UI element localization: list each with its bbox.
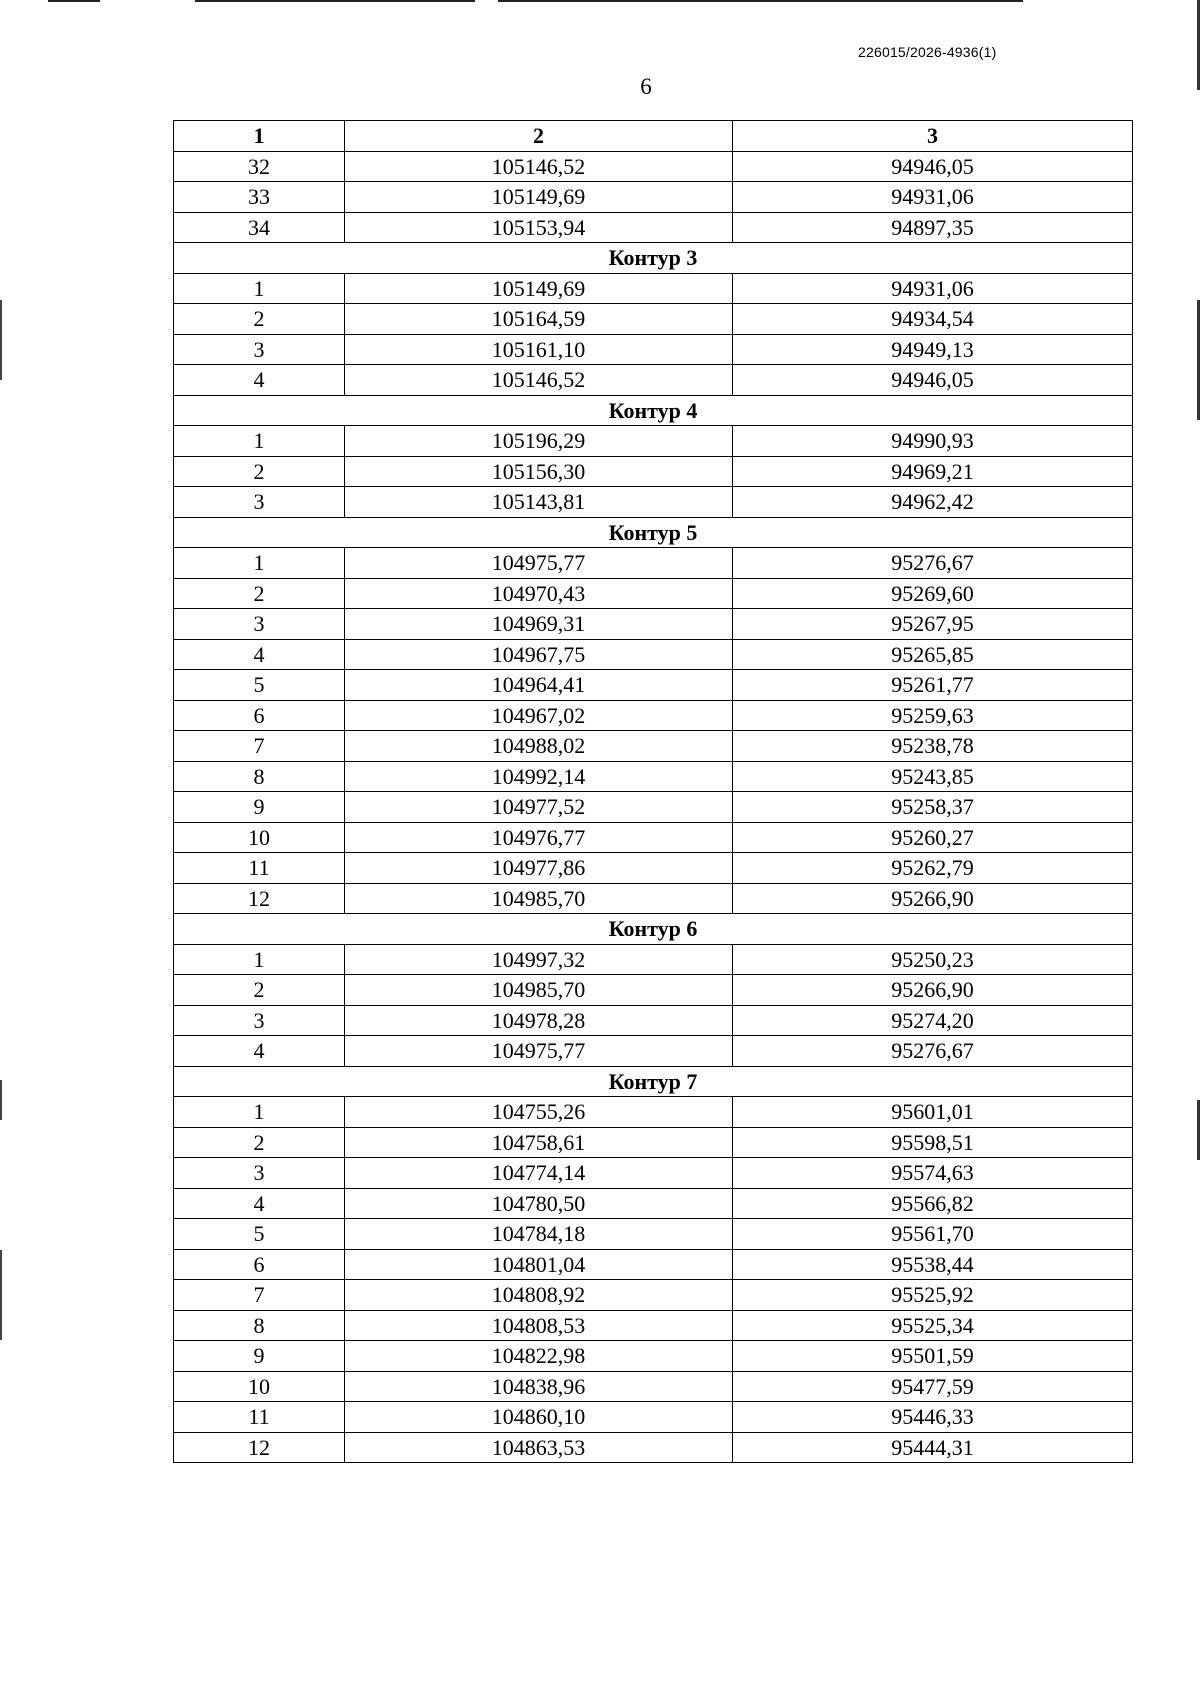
coord-y-cell: 94990,93 bbox=[733, 426, 1133, 457]
point-number-cell: 4 bbox=[174, 1036, 345, 1067]
coord-y-cell: 94946,05 bbox=[733, 365, 1133, 396]
coord-x-cell: 104808,92 bbox=[345, 1280, 733, 1311]
coord-y-cell: 95477,59 bbox=[733, 1371, 1133, 1402]
coord-y-cell: 95269,60 bbox=[733, 578, 1133, 609]
section-row bbox=[174, 914, 1133, 945]
table-row bbox=[174, 273, 1133, 304]
coord-y-cell: 95243,85 bbox=[733, 761, 1133, 792]
coord-y-cell: 95267,95 bbox=[733, 609, 1133, 640]
coord-y-cell: 95265,85 bbox=[733, 639, 1133, 670]
coord-x-cell: 104967,75 bbox=[345, 639, 733, 670]
coord-x-cell: 104977,86 bbox=[345, 853, 733, 884]
coord-y-cell: 95276,67 bbox=[733, 548, 1133, 579]
coord-x-cell: 104784,18 bbox=[345, 1219, 733, 1250]
table-row bbox=[174, 731, 1133, 762]
coord-x-cell: 105153,94 bbox=[345, 212, 733, 243]
point-number-cell: 4 bbox=[174, 1188, 345, 1219]
table-row bbox=[174, 1188, 1133, 1219]
coord-y-cell: 95566,82 bbox=[733, 1188, 1133, 1219]
table-row bbox=[174, 212, 1133, 243]
coord-y-cell: 95259,63 bbox=[733, 700, 1133, 731]
coord-y-cell: 95538,44 bbox=[733, 1249, 1133, 1280]
coord-y-cell: 94897,35 bbox=[733, 212, 1133, 243]
point-number-cell: 9 bbox=[174, 792, 345, 823]
scan-right-edge bbox=[1196, 0, 1200, 1694]
coord-x-cell: 104977,52 bbox=[345, 792, 733, 823]
coord-x-cell: 104988,02 bbox=[345, 731, 733, 762]
coord-y-cell: 95266,90 bbox=[733, 883, 1133, 914]
point-number-cell: 1 bbox=[174, 548, 345, 579]
table-header-row bbox=[174, 121, 1133, 152]
column-header-2: 2 bbox=[345, 121, 733, 152]
point-number-cell: 3 bbox=[174, 1005, 345, 1036]
point-number-cell: 2 bbox=[174, 304, 345, 335]
coord-y-cell: 95501,59 bbox=[733, 1341, 1133, 1372]
coord-y-cell: 95446,33 bbox=[733, 1402, 1133, 1433]
point-number-cell: 11 bbox=[174, 853, 345, 884]
coord-x-cell: 104975,77 bbox=[345, 548, 733, 579]
coord-y-cell: 95266,90 bbox=[733, 975, 1133, 1006]
coordinates-table bbox=[173, 120, 1133, 1463]
page-number: 6 bbox=[640, 74, 652, 99]
coord-x-cell: 104997,32 bbox=[345, 944, 733, 975]
table-row bbox=[174, 975, 1133, 1006]
point-number-cell: 12 bbox=[174, 883, 345, 914]
point-number-cell: 6 bbox=[174, 1249, 345, 1280]
coord-y-cell: 94934,54 bbox=[733, 304, 1133, 335]
table-row bbox=[174, 334, 1133, 365]
point-number-cell: 11 bbox=[174, 1402, 345, 1433]
coord-y-cell: 94962,42 bbox=[733, 487, 1133, 518]
coord-y-cell: 95601,01 bbox=[733, 1097, 1133, 1128]
point-number-cell: 5 bbox=[174, 670, 345, 701]
table-row bbox=[174, 609, 1133, 640]
point-number-cell: 7 bbox=[174, 731, 345, 762]
coord-x-cell: 104755,26 bbox=[345, 1097, 733, 1128]
table-row bbox=[174, 1402, 1133, 1433]
point-number-cell: 2 bbox=[174, 578, 345, 609]
coord-x-cell: 105146,52 bbox=[345, 365, 733, 396]
coord-x-cell: 104975,77 bbox=[345, 1036, 733, 1067]
table-row bbox=[174, 1127, 1133, 1158]
table-row bbox=[174, 670, 1133, 701]
table-row bbox=[174, 487, 1133, 518]
table-row bbox=[174, 822, 1133, 853]
coord-x-cell: 105146,52 bbox=[345, 151, 733, 182]
point-number-cell: 7 bbox=[174, 1280, 345, 1311]
table-body bbox=[174, 151, 1133, 1463]
point-number-cell: 6 bbox=[174, 700, 345, 731]
section-row bbox=[174, 517, 1133, 548]
table-row bbox=[174, 1158, 1133, 1189]
coord-x-cell: 105143,81 bbox=[345, 487, 733, 518]
coord-x-cell: 104967,02 bbox=[345, 700, 733, 731]
table-row bbox=[174, 456, 1133, 487]
point-number-cell: 3 bbox=[174, 487, 345, 518]
coord-x-cell: 104801,04 bbox=[345, 1249, 733, 1280]
coord-x-cell: 104978,28 bbox=[345, 1005, 733, 1036]
coord-y-cell: 95276,67 bbox=[733, 1036, 1133, 1067]
coord-y-cell: 95574,63 bbox=[733, 1158, 1133, 1189]
table-row bbox=[174, 1371, 1133, 1402]
table-row bbox=[174, 761, 1133, 792]
table-row bbox=[174, 792, 1133, 823]
table-row bbox=[174, 548, 1133, 579]
point-number-cell: 2 bbox=[174, 975, 345, 1006]
coord-x-cell: 105149,69 bbox=[345, 182, 733, 213]
table-row bbox=[174, 639, 1133, 670]
coord-y-cell: 95274,20 bbox=[733, 1005, 1133, 1036]
coord-y-cell: 95238,78 bbox=[733, 731, 1133, 762]
scan-top-edge bbox=[0, 0, 1200, 3]
table-row bbox=[174, 853, 1133, 884]
point-number-cell: 4 bbox=[174, 365, 345, 396]
coord-x-cell: 104969,31 bbox=[345, 609, 733, 640]
coord-x-cell: 105161,10 bbox=[345, 334, 733, 365]
coord-y-cell: 95444,31 bbox=[733, 1432, 1133, 1463]
coord-y-cell: 95260,27 bbox=[733, 822, 1133, 853]
coord-x-cell: 104822,98 bbox=[345, 1341, 733, 1372]
section-row bbox=[174, 243, 1133, 274]
point-number-cell: 10 bbox=[174, 1371, 345, 1402]
point-number-cell: 8 bbox=[174, 761, 345, 792]
table-row bbox=[174, 1310, 1133, 1341]
coord-y-cell: 95258,37 bbox=[733, 792, 1133, 823]
table-row bbox=[174, 700, 1133, 731]
coord-y-cell: 95262,79 bbox=[733, 853, 1133, 884]
point-number-cell: 12 bbox=[174, 1432, 345, 1463]
coord-y-cell: 94931,06 bbox=[733, 273, 1133, 304]
coord-y-cell: 94949,13 bbox=[733, 334, 1133, 365]
table-row bbox=[174, 944, 1133, 975]
coord-x-cell: 105196,29 bbox=[345, 426, 733, 457]
coord-x-cell: 104774,14 bbox=[345, 1158, 733, 1189]
coord-x-cell: 104964,41 bbox=[345, 670, 733, 701]
point-number-cell: 32 bbox=[174, 151, 345, 182]
section-title: Контур 3 bbox=[174, 243, 1133, 274]
coord-y-cell: 95261,77 bbox=[733, 670, 1133, 701]
point-number-cell: 1 bbox=[174, 273, 345, 304]
table-row bbox=[174, 304, 1133, 335]
coord-x-cell: 104985,70 bbox=[345, 975, 733, 1006]
table-row bbox=[174, 883, 1133, 914]
section-title: Контур 4 bbox=[174, 395, 1133, 426]
table-row bbox=[174, 182, 1133, 213]
table-row bbox=[174, 365, 1133, 396]
table-row bbox=[174, 1341, 1133, 1372]
point-number-cell: 1 bbox=[174, 426, 345, 457]
section-title: Контур 7 bbox=[174, 1066, 1133, 1097]
coord-x-cell: 105164,59 bbox=[345, 304, 733, 335]
coord-x-cell: 104808,53 bbox=[345, 1310, 733, 1341]
point-number-cell: 10 bbox=[174, 822, 345, 853]
section-title: Контур 6 bbox=[174, 914, 1133, 945]
point-number-cell: 9 bbox=[174, 1341, 345, 1372]
point-number-cell: 34 bbox=[174, 212, 345, 243]
coord-x-cell: 104992,14 bbox=[345, 761, 733, 792]
table-row bbox=[174, 1280, 1133, 1311]
coord-x-cell: 105156,30 bbox=[345, 456, 733, 487]
coord-y-cell: 94969,21 bbox=[733, 456, 1133, 487]
table-row bbox=[174, 1097, 1133, 1128]
coord-y-cell: 95525,34 bbox=[733, 1310, 1133, 1341]
coord-x-cell: 104985,70 bbox=[345, 883, 733, 914]
coord-x-cell: 104863,53 bbox=[345, 1432, 733, 1463]
point-number-cell: 1 bbox=[174, 944, 345, 975]
point-number-cell: 3 bbox=[174, 609, 345, 640]
point-number-cell: 8 bbox=[174, 1310, 345, 1341]
table-row bbox=[174, 1219, 1133, 1250]
scan-left-edge bbox=[0, 0, 4, 1694]
coord-y-cell: 94946,05 bbox=[733, 151, 1133, 182]
coord-x-cell: 104860,10 bbox=[345, 1402, 733, 1433]
table-row bbox=[174, 578, 1133, 609]
column-header-3: 3 bbox=[733, 121, 1133, 152]
coord-y-cell: 95525,92 bbox=[733, 1280, 1133, 1311]
table-row bbox=[174, 1036, 1133, 1067]
table-row bbox=[174, 151, 1133, 182]
coord-y-cell: 95598,51 bbox=[733, 1127, 1133, 1158]
coord-y-cell: 95250,23 bbox=[733, 944, 1133, 975]
point-number-cell: 2 bbox=[174, 1127, 345, 1158]
column-header-1: 1 bbox=[174, 121, 345, 152]
table-row bbox=[174, 1005, 1133, 1036]
point-number-cell: 33 bbox=[174, 182, 345, 213]
table-row bbox=[174, 1432, 1133, 1463]
coord-x-cell: 104976,77 bbox=[345, 822, 733, 853]
section-row bbox=[174, 395, 1133, 426]
section-title: Контур 5 bbox=[174, 517, 1133, 548]
point-number-cell: 5 bbox=[174, 1219, 345, 1250]
coord-y-cell: 94931,06 bbox=[733, 182, 1133, 213]
coord-x-cell: 105149,69 bbox=[345, 273, 733, 304]
coord-y-cell: 95561,70 bbox=[733, 1219, 1133, 1250]
table-row bbox=[174, 426, 1133, 457]
document-id: 226015/2026-4936(1) bbox=[858, 44, 997, 60]
table-row bbox=[174, 1249, 1133, 1280]
coord-x-cell: 104780,50 bbox=[345, 1188, 733, 1219]
point-number-cell: 3 bbox=[174, 334, 345, 365]
point-number-cell: 2 bbox=[174, 456, 345, 487]
point-number-cell: 3 bbox=[174, 1158, 345, 1189]
coord-x-cell: 104758,61 bbox=[345, 1127, 733, 1158]
point-number-cell: 4 bbox=[174, 639, 345, 670]
section-row bbox=[174, 1066, 1133, 1097]
coord-x-cell: 104970,43 bbox=[345, 578, 733, 609]
point-number-cell: 1 bbox=[174, 1097, 345, 1128]
coord-x-cell: 104838,96 bbox=[345, 1371, 733, 1402]
